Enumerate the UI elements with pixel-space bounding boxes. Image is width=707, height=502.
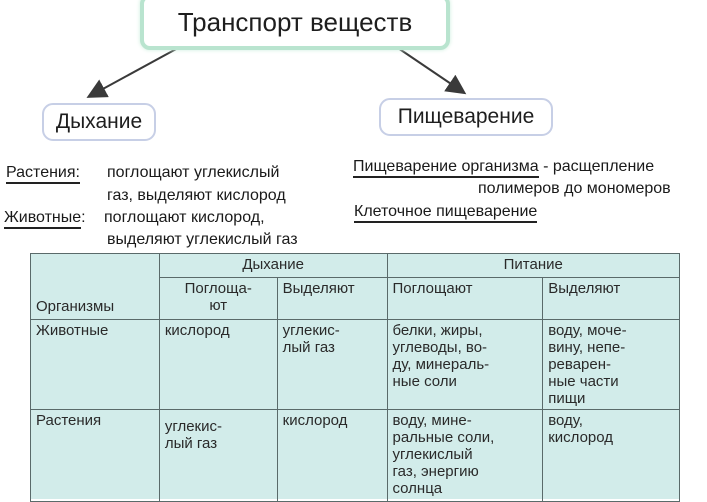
exchange-table <box>30 253 680 499</box>
breathing-node-label: Дыхание <box>55 110 143 133</box>
breath-out-cell: кислород <box>277 410 387 502</box>
breath-in-cell: углекис- лый газ <box>159 410 277 502</box>
nutrition-header: Питание <box>387 254 680 278</box>
breath-in-cell: кислород <box>159 320 277 410</box>
arrow-to-digestion <box>398 48 463 92</box>
breathing-header: Дыхание <box>159 254 387 278</box>
table-row <box>31 410 680 502</box>
food-in-cell: белки, жиры, углеводы, во- ду, минераль- ные соли <box>387 320 543 410</box>
breath-absorb-header: Поглоща- ют <box>159 278 277 320</box>
page-title: Транспорт веществ <box>177 6 413 37</box>
plants-text-2: газ, выделяют кислород <box>107 187 286 204</box>
food-out-cell: воду, кислород <box>543 410 680 502</box>
digestion-node-label: Пищеварение <box>397 105 535 128</box>
organism-cell: Животные <box>31 320 160 410</box>
digestion-node <box>379 98 553 136</box>
food-out-cell: воду, моче- вину, непе- реварен- ные части пищи <box>543 320 680 410</box>
arrow-to-breathing <box>90 48 178 96</box>
breathing-node <box>42 103 156 141</box>
organism-cell: Растения <box>31 410 160 502</box>
breath-emit-header: Выделяют <box>277 278 387 320</box>
nutrition-emit-header: Выделяют <box>543 278 680 320</box>
organism-digestion: Пищеварение организма - расщепление <box>353 157 654 177</box>
organism-digestion-2: полимеров до мономеров <box>478 180 671 197</box>
animals-label: Животные: <box>4 208 86 228</box>
table-row <box>31 320 680 410</box>
breath-out-cell: углекис- лый газ <box>277 320 387 410</box>
organisms-header: Организмы <box>31 254 160 320</box>
animals-text-2: выделяют углекислый газ <box>107 231 298 248</box>
animals-text-1: поглощают кислород, <box>104 209 265 226</box>
food-in-cell: воду, мине- ральные соли, углекислый газ, энергию солнца <box>387 410 543 502</box>
plants-text-1: поглощают углекислый <box>107 164 280 181</box>
nutrition-absorb-header: Поглощают <box>387 278 543 320</box>
title-box <box>140 0 450 50</box>
plants-label: Растения: <box>6 163 80 183</box>
cellular-digestion: Клеточное пищеварение <box>354 202 537 222</box>
